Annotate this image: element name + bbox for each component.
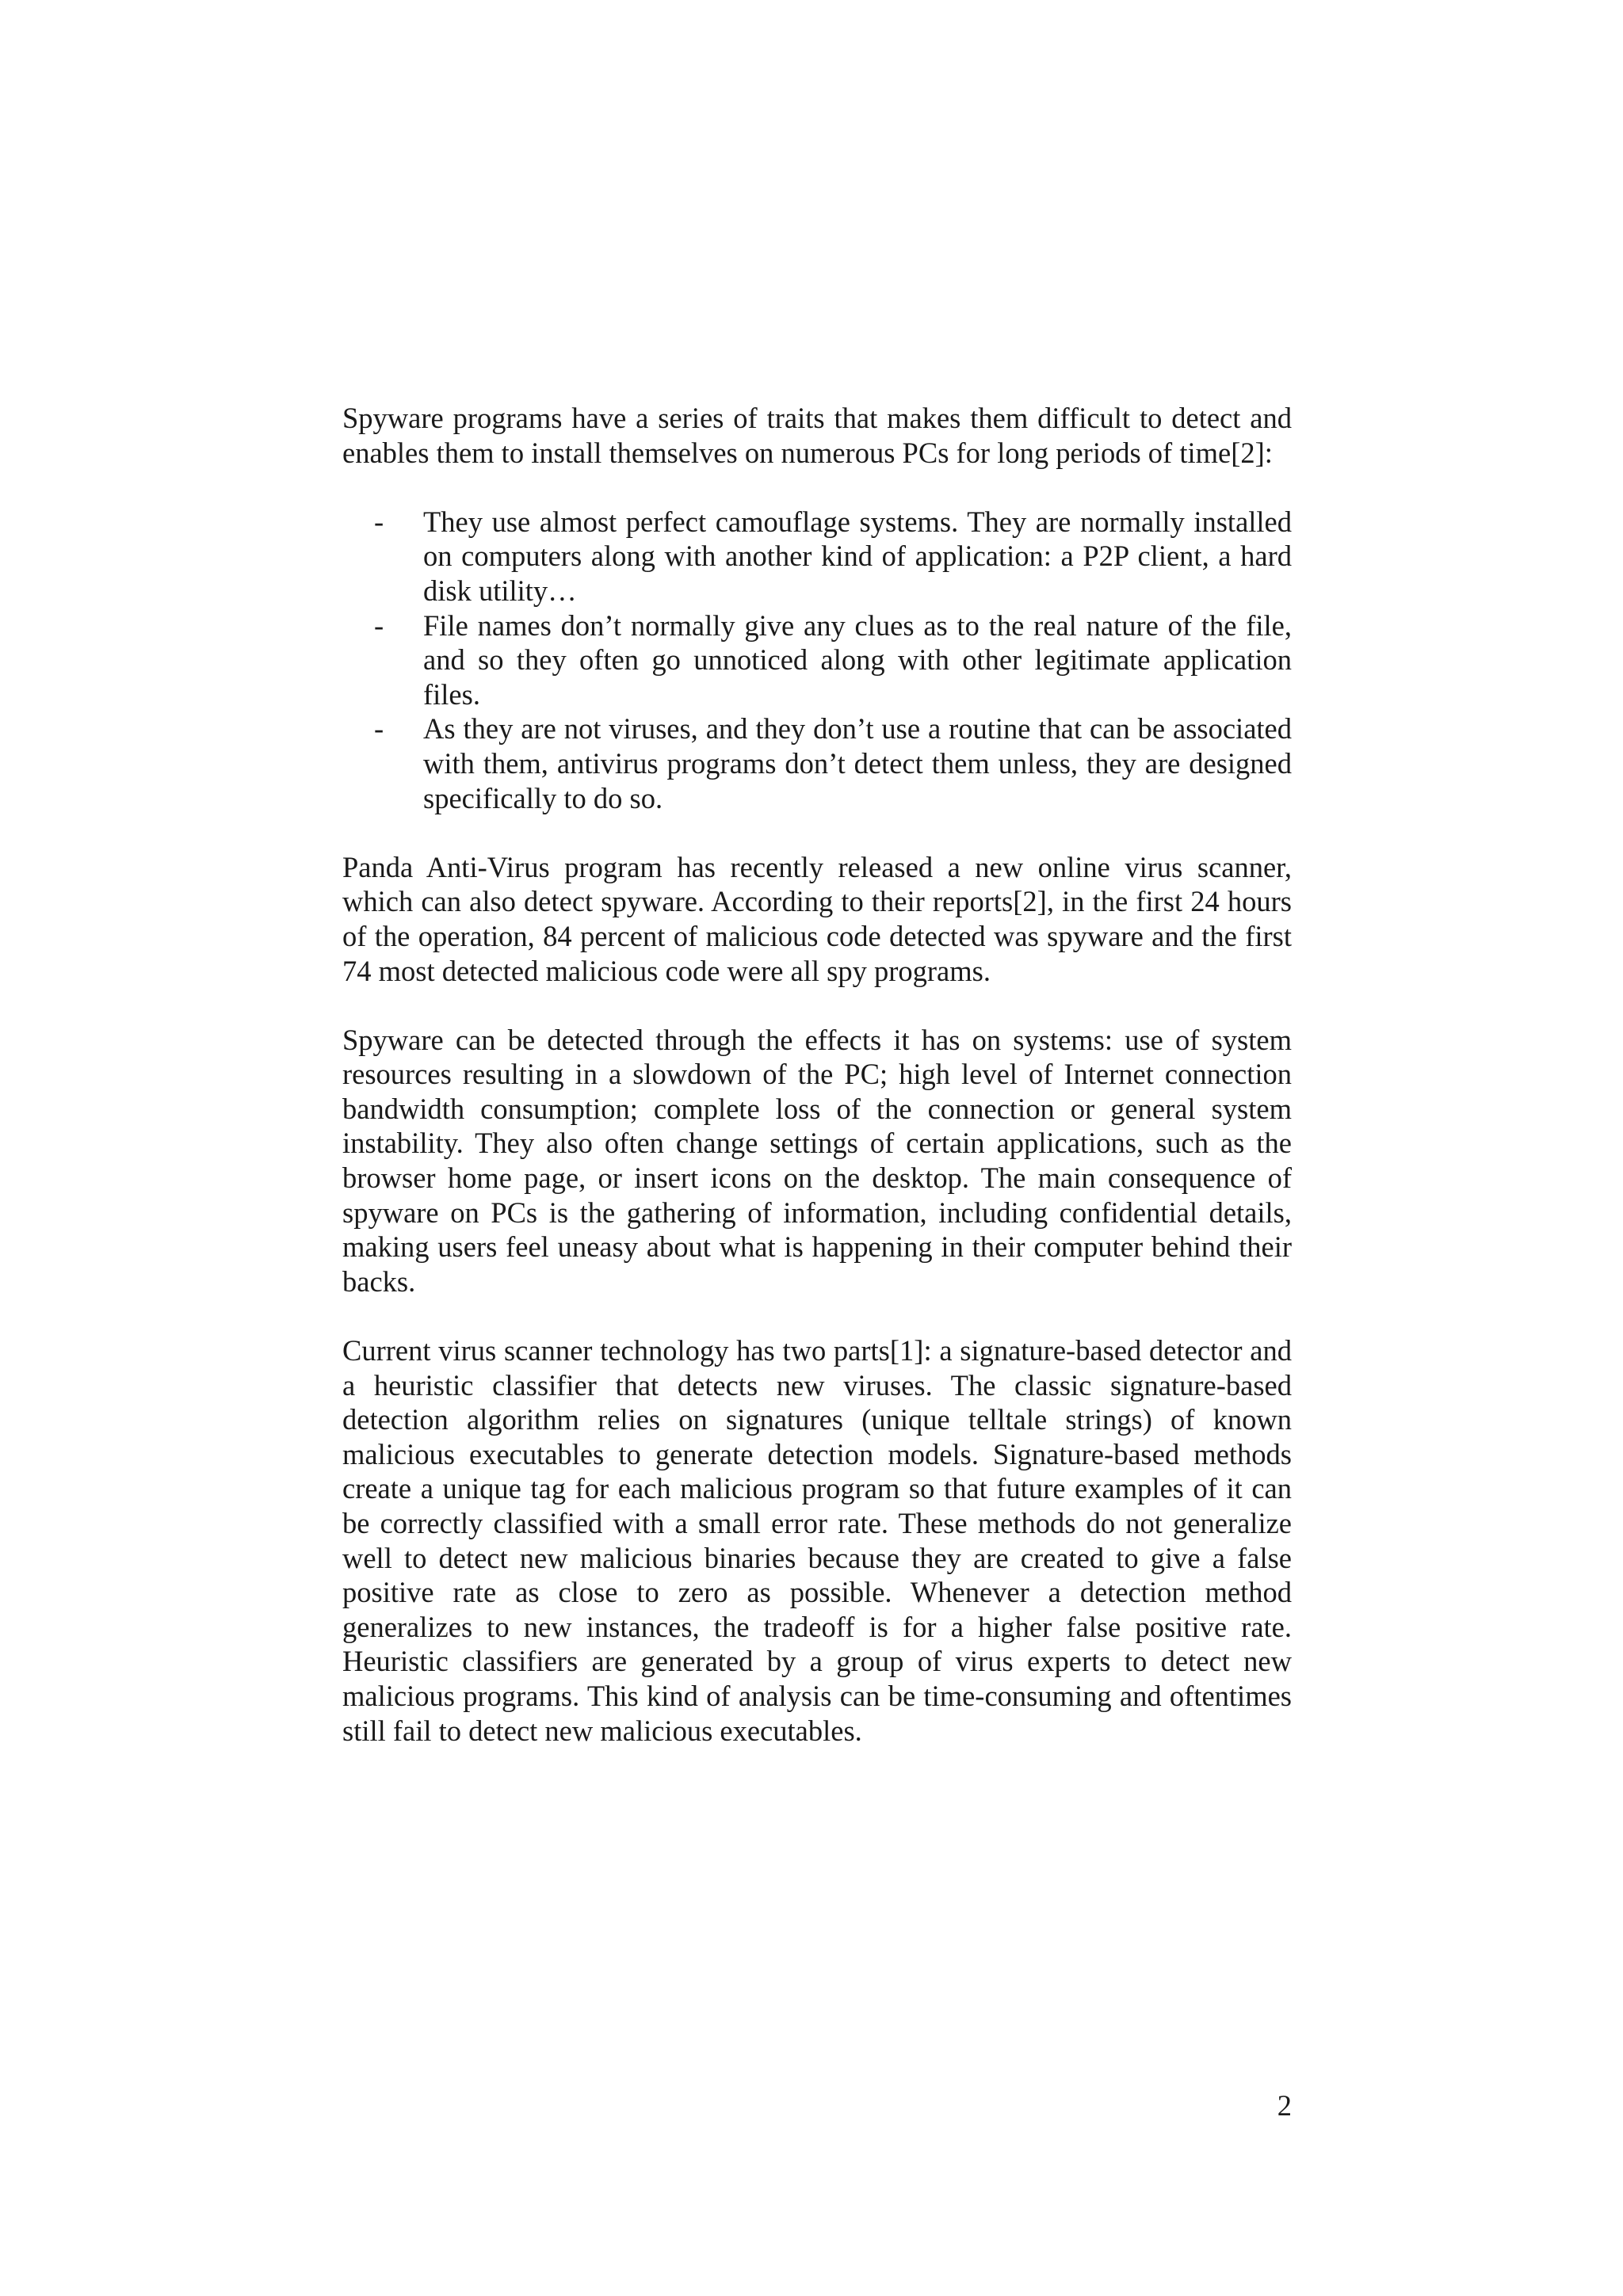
list-item-text: They use almost perfect camouflage systems. They are normally installed on computers along with another kind of application: a P2P client, a hard disk utility…	[423, 505, 1292, 607]
detection-effects-paragraph: Spyware can be detected through the effects it has on systems: use of system resources resulting in a slowdown of the PC; high level of Internet connection bandwidth consumption; complete loss of the connection or general system instability. They also often change settings of certain applications, such as the browser home page, or insert icons on the desktop. The main consequence of spyware on PCs is the gathering of information, including confidential details, making users feel uneasy about what is happening in their computer behind their backs.	[342, 1023, 1292, 1298]
intro-paragraph: Spyware programs have a series of traits that makes them difficult to detect and enables them to install themselves on numerous PCs for long periods of time[2]:	[342, 402, 1292, 469]
list-marker: -	[374, 712, 384, 746]
page-number: 2	[1277, 2089, 1292, 2122]
body-text	[342, 401, 1292, 1783]
list-item	[342, 711, 1292, 815]
list-item	[342, 505, 1292, 608]
list-marker: -	[374, 608, 384, 642]
list-marker: -	[374, 505, 384, 538]
list-item-text: As they are not viruses, and they don’t use a routine that can be associated with them, antivirus programs don’t detect them unless, they are designed specifically to do so.	[423, 712, 1292, 814]
panda-paragraph: Panda Anti-Virus program has recently released a new online virus scanner, which can also detect spyware. According to their reports[2], in the first 24 hours of the operation, 84 percent of malicious code detected was spyware and the first 74 most detected malicious code were all spy programs.	[342, 850, 1292, 987]
list-item-text: File names don’t normally give any clues as to the real nature of the file, and so they often go unnoticed along with other legitimate application files.	[423, 608, 1292, 711]
trait-list	[342, 505, 1292, 815]
scanner-technology-paragraph: Current virus scanner technology has two parts[1]: a signature-based detector and a heuristic classifier that detects new viruses. The classic signature-based detection algorithm relies on signatures (unique telltale strings) of known malicious executables to generate detection models. Signature-based methods create a unique tag for each malicious program so that future examples of it can be correctly classified with a small error rate. These methods do not generalize well to detect new malicious binaries because they are created to give a false positive rate as close to zero as possible. Whenever a detection method generalizes to new instances, the tradeoff is for a higher false positive rate. Heuristic classifiers are generated by a group of virus experts to detect new malicious programs. This kind of analysis can be time-consuming and oftentimes still fail to detect new malicious executables.	[342, 1334, 1292, 1747]
list-item	[342, 608, 1292, 712]
